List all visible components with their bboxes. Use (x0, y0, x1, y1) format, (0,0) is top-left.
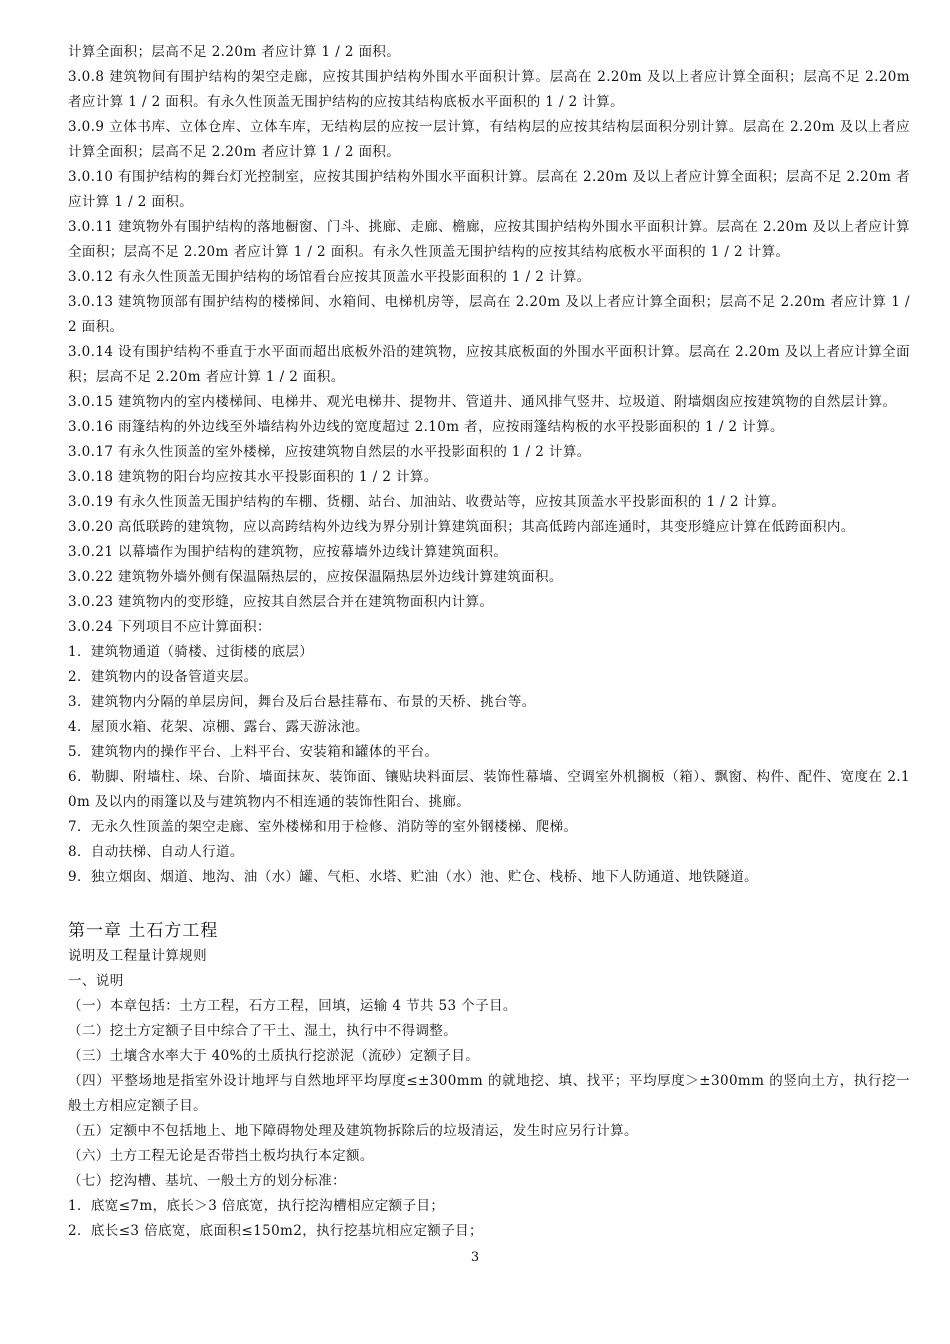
list-item: 8．自动扶梯、自动人行道。 (68, 844, 244, 860)
list-item: 7．无永久性顶盖的架空走廊、室外楼梯和用于检修、消防等的室外钢楼梯、爬梯。 (68, 819, 578, 835)
paragraph: 3.0.21 以幕墙作为围护结构的建筑物，应按幕墙外边线计算建筑面积。 (68, 544, 508, 560)
paragraph: 3.0.12 有永久性顶盖无围护结构的场馆看台应按其顶盖水平投影面积的 1 / 2 计算。 (68, 269, 591, 285)
list-item: 9．独立烟囱、烟道、地沟、油（水）罐、气柜、水塔、贮油（水）池、贮仓、栈桥、地下人防通道、地铁隧道。 (68, 869, 759, 885)
paragraph: 3.0.16 雨篷结构的外边线至外墙结构外边线的宽度超过 2.10m 者，应按雨篷结构板的水平投影面积的 1 / 2 计算。 (68, 419, 784, 435)
list-item: 6．勒脚、附墙柱、垛、台阶、墙面抹灰、装饰面、镶贴块料面层、装饰性幕墙、空调室外机搁板（箱）、飘窗、构件、配件、宽度在 2.10m 及以内的雨篷以及与建筑物内不相连通的装饰性阳台、挑廊。 (68, 769, 910, 810)
paragraph: 3.0.9 立体书库、立体仓库、立体车库，无结构层的应按一层计算，有结构层的应按其结构层面积分别计算。层高在 2.20m 及以上者应计算全面积；层高不足 2.20m 者应计算 1 / 2 面积。 (68, 119, 910, 160)
section-heading: 一、说明 (68, 973, 124, 989)
paragraph: 3.0.15 建筑物内的室内楼梯间、电梯井、观光电梯井、提物井、管道井、通风排气竖井、垃圾道、附墙烟囱应按建筑物的自然层计算。 (68, 394, 897, 410)
chapter-title: 第一章 土石方工程 (68, 921, 219, 941)
paragraph: 3.0.13 建筑物顶部有围护结构的楼梯间、水箱间、电梯机房等，层高在 2.20m 及以上者应计算全面积；层高不足 2.20m 者应计算 1 / 2 面积。 (68, 294, 910, 335)
list-item: 1．建筑物通道（骑楼、过街楼的底层） (68, 644, 314, 660)
document-body (68, 40, 910, 1244)
paragraph: （四）平整场地是指室外设计地坪与自然地坪平均厚度≤±300mm 的就地挖、填、找平；平均厚度＞±300mm 的竖向土方，执行挖一般土方相应定额子目。 (68, 1073, 910, 1114)
paragraph: 3.0.10 有围护结构的舞台灯光控制室，应按其围护结构外围水平面积计算。层高在 2.20m 及以上者应计算全面积；层高不足 2.20m 者应计算 1 / 2 面积。 (68, 169, 910, 210)
paragraph: 3.0.24 下列项目不应计算面积： (68, 619, 271, 635)
list-item: 4．屋顶水箱、花架、凉棚、露台、露天游泳池。 (68, 719, 369, 735)
paragraph: 3.0.14 设有围护结构不垂直于水平面而超出底板外沿的建筑物，应按其底板面的外围水平面积计算。层高在 2.20m 及以上者应计算全面积；层高不足 2.20m 者应计算 1 / 2 面积。 (68, 344, 910, 385)
paragraph: （七）挖沟槽、基坑、一般土方的划分标准： (68, 1173, 346, 1189)
paragraph: 3.0.19 有永久性顶盖无围护结构的车棚、货棚、站台、加油站、收费站等，应按其顶盖水平投影面积的 1 / 2 计算。 (68, 494, 786, 510)
list-item: 5．建筑物内的操作平台、上料平台、安装箱和罐体的平台。 (68, 744, 439, 760)
page-number: 3 (470, 1250, 480, 1265)
list-item: 2．底长≤3 倍底宽，底面积≤150m2，执行挖基坑相应定额子目； (68, 1223, 483, 1239)
paragraph: （三）土壤含水率大于 40%的土质执行挖淤泥（流砂）定额子目。 (68, 1048, 480, 1064)
list-item: 3．建筑物内分隔的单层房间，舞台及后台悬挂幕布、布景的天桥、挑台等。 (68, 694, 536, 710)
paragraph: 计算全面积；层高不足 2.20m 者应计算 1 / 2 面积。 (68, 44, 401, 60)
section-subtitle: 说明及工程量计算规则 (68, 948, 207, 964)
chapter-section (68, 944, 910, 1244)
list-item: 1．底宽≤7m，底长＞3 倍底宽，执行挖沟槽相应定额子目； (68, 1198, 445, 1214)
paragraph: 3.0.23 建筑物内的变形缝，应按其自然层合并在建筑物面积内计算。 (68, 594, 494, 610)
paragraph: （二）挖土方定额子目中综合了干土、湿土，执行中不得调整。 (68, 1023, 458, 1039)
paragraph: （六）土方工程无论是否带挡土板均执行本定额。 (68, 1148, 374, 1164)
list-item: 2．建筑物内的设备管道夹层。 (68, 669, 258, 685)
paragraph: （五）定额中不包括地上、地下障碍物处理及建筑物拆除后的垃圾清运，发生时应另行计算。 (68, 1123, 638, 1139)
paragraph: 3.0.11 建筑物外有围护结构的落地橱窗、门斗、挑廊、走廊、檐廊，应按其围护结构外围水平面积计算。层高在 2.20m 及以上者应计算全面积；层高不足 2.20m 者应计算 1 / 2 面积。有永久性顶盖无围护结构的应按其结构底板水平面积的 1 / 2 计算。 (68, 219, 910, 260)
rules-section (68, 40, 910, 890)
paragraph: 3.0.8 建筑物间有围护结构的架空走廊，应按其围护结构外围水平面积计算。层高在 2.20m 及以上者应计算全面积；层高不足 2.20m 者应计算 1 / 2 面积。有永久性顶盖无围护结构的应按其结构底板水平面积的 1 / 2 计算。 (68, 69, 910, 110)
paragraph: 3.0.18 建筑物的阳台均应按其水平投影面积的 1 / 2 计算。 (68, 469, 438, 485)
paragraph: 3.0.17 有永久性顶盖的室外楼梯，应按建筑物自然层的水平投影面积的 1 / 2 计算。 (68, 444, 591, 460)
paragraph: 3.0.20 高低联跨的建筑物，应以高跨结构外边线为界分别计算建筑面积；其高低跨内部连通时，其变形缝应计算在低跨面积内。 (68, 519, 855, 535)
paragraph: 3.0.22 建筑物外墙外侧有保温隔热层的，应按保温隔热层外边线计算建筑面积。 (68, 569, 563, 585)
paragraph: （一）本章包括：土方工程，石方工程，回填，运输 4 节共 53 个子目。 (68, 998, 517, 1014)
